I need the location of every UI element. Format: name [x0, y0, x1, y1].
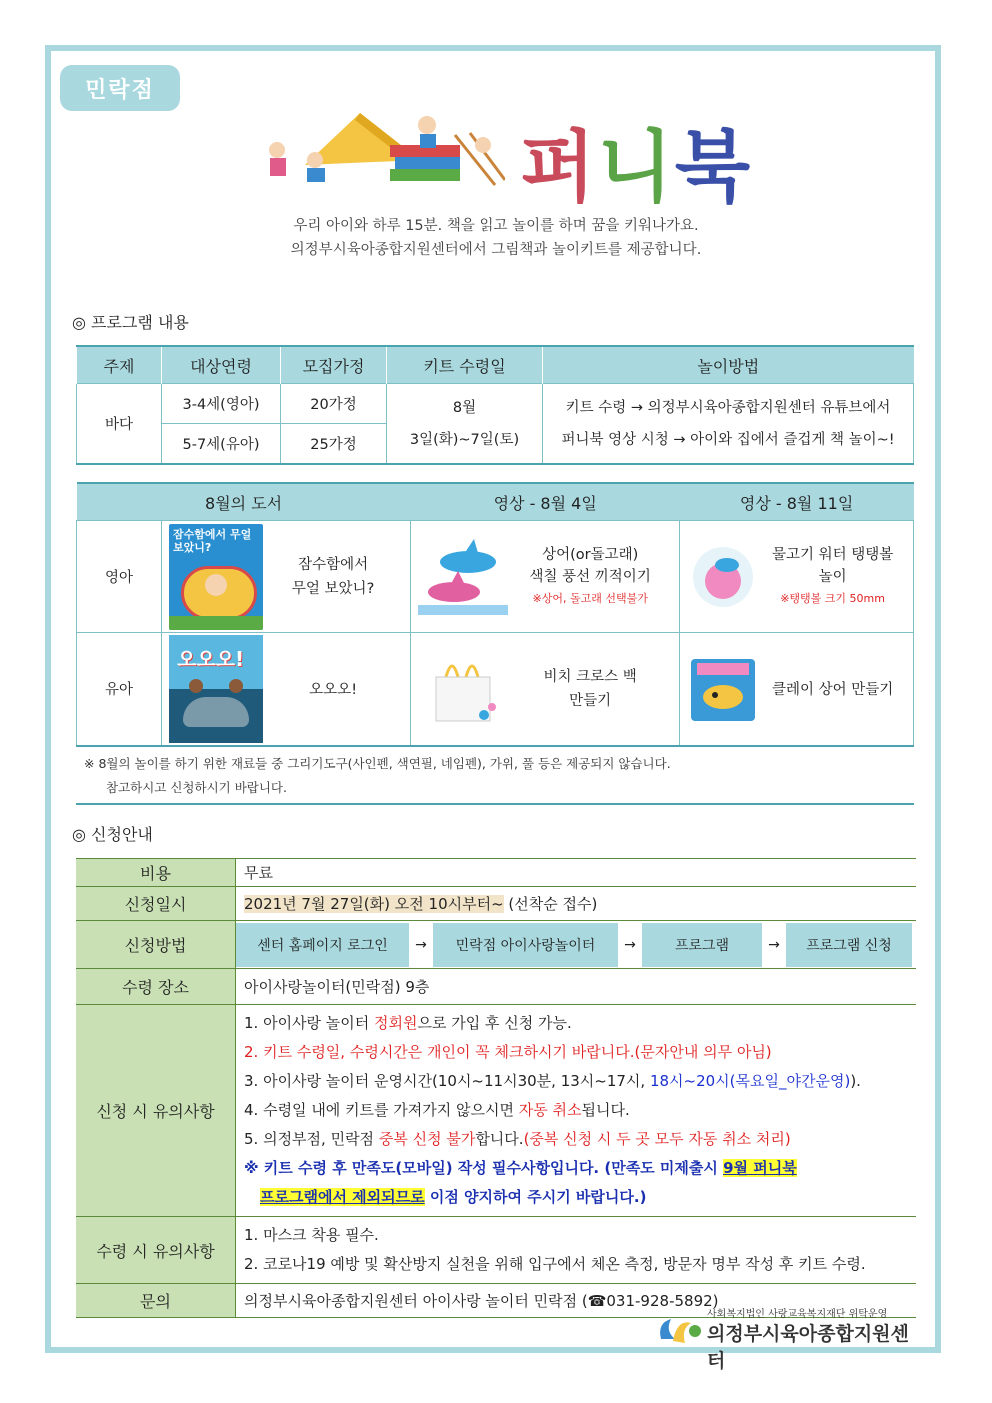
water-bounce-ball-image	[687, 541, 759, 613]
apply-date-note: (선착순 접수)	[503, 895, 598, 913]
intro-line-2: 의정부시육아종합지원센터에서 그림책과 놀이키트를 제공합니다.	[290, 242, 702, 258]
step-homepage-login: 센터 홈페이지 로그인	[236, 923, 409, 967]
contact-label: 문의	[76, 1284, 236, 1318]
kit-date-line-2: 3일(화)~7일(토)	[409, 431, 520, 448]
infant-video-2-text	[759, 544, 906, 610]
kit-date-cell	[387, 384, 543, 465]
step-program-apply: 프로그램 신청	[786, 923, 912, 967]
receive-place-value: 아이사랑놀이터(민락점) 9층	[236, 969, 917, 1005]
receive-item-1: 1. 마스크 착용 필수.	[244, 1226, 379, 1244]
header-topic: 주제	[77, 346, 162, 384]
apply-date-label: 신청일시	[76, 887, 236, 921]
caution-survey-note: ※ 키트 수령 후 만족도(모바일) 작성 필수사항입니다. (만족도 미제출시 9월 퍼니북	[244, 1159, 797, 1177]
toddler-video-1-line-2: 만들기	[569, 692, 612, 709]
program-table	[76, 345, 914, 465]
row-label-infant: 영아	[77, 521, 162, 633]
apply-steps	[236, 923, 916, 967]
caution-item-2: 2. 키트 수령일, 수령시간은 개인이 꼭 체크하시기 바랍니다.(문자안내 의무 아님)	[244, 1043, 772, 1061]
infant-book-title-line-1: 잠수함에서	[298, 556, 369, 573]
step-arrow: →	[624, 936, 636, 953]
infant-video-2-cell	[680, 521, 914, 633]
toddler-video-1-text	[508, 665, 672, 713]
submarine-book-cover-image	[169, 524, 263, 630]
caution-survey-note-cont: 프로그램에서 제외되므로 이점 양지하여 주시기 바랍니다.)	[260, 1188, 647, 1206]
caution-item-1: 1. 아이사랑 놀이터 정회원으로 가입 후 신청 가능.	[244, 1014, 572, 1032]
apply-date-highlight: 2021년 7월 27일(화) 오전 10시부터~	[244, 895, 504, 913]
caution-item-5: 5. 의정부점, 민락점 중복 신청 불가합니다.(중복 신청 시 두 곳 모두 자동 취소 처리)	[244, 1130, 791, 1148]
apply-method-value	[236, 921, 917, 969]
ooo-book-cover-image	[169, 635, 263, 743]
step-arrow: →	[768, 936, 780, 953]
cost-label: 비용	[76, 859, 236, 887]
infant-video-1-line-2: 색칠 풍선 끼적이기	[529, 568, 651, 585]
center-logo-icon	[655, 1309, 703, 1349]
shark-balloon-image	[418, 537, 508, 617]
infant-video-2-line-2: 놀이	[818, 568, 847, 585]
families-cell: 20가정	[281, 384, 387, 424]
center-logo-name: 의정부시육아종합지원센터	[707, 1323, 909, 1372]
infant-book-cell	[162, 521, 411, 633]
infant-video-1-note: ※상어, 돌고래 선택불가	[532, 591, 648, 605]
row-label-toddler: 유아	[77, 633, 162, 746]
infant-video-1-line-1: 상어(or돌고래)	[542, 546, 639, 563]
kit-date-line-1: 8월	[452, 399, 477, 416]
toddler-book-cell	[162, 633, 411, 746]
clay-shark-kit-image	[687, 653, 759, 725]
header-kit-date: 키트 수령일	[387, 346, 543, 384]
apply-date-value	[236, 887, 917, 921]
infant-video-2-note: ※탱탱볼 크기 50mm	[780, 591, 885, 605]
materials-note-line-1: ※ 8월의 놀이를 하기 위한 재료들 중 그리기도구(사인펜, 색연필, 네임펜), 가위, 풀 등은 제공되지 않습니다.	[84, 756, 671, 771]
book-table	[76, 482, 914, 747]
section-program-title: ◎ 프로그램 내용	[72, 313, 189, 332]
receive-place-label: 수령 장소	[76, 969, 236, 1005]
infant-video-1-text	[508, 544, 672, 610]
topic-cell: 바다	[77, 384, 162, 465]
materials-note	[84, 752, 671, 800]
toddler-video-2-cell	[680, 633, 914, 746]
play-method-cell	[543, 384, 914, 465]
header-age: 대상연령	[162, 346, 281, 384]
header-play-method: 놀이방법	[543, 346, 914, 384]
step-arrow: →	[415, 936, 427, 953]
beach-cross-bag-image	[418, 649, 508, 729]
header-video-1: 영상 - 8월 4일	[411, 483, 680, 521]
toddler-book-title: 오오오!	[309, 682, 358, 699]
play-method-line-1: 키트 수령 → 의정부시육아종합지원센터 유튜브에서	[565, 399, 891, 416]
caution-item-4: 4. 수령일 내에 키트를 가져가지 않으시면 자동 취소됩니다.	[244, 1101, 630, 1119]
book-cover-title: 오오오!	[177, 646, 245, 671]
header-families: 모집가정	[281, 346, 387, 384]
book-cover-title: 잠수함에서 무얼 보았니?	[173, 527, 252, 554]
infant-video-1-cell	[411, 521, 680, 633]
section-apply-title: ◎ 신청안내	[72, 825, 153, 844]
center-logo-subtitle: 사회복지법인 사랑교육복지재단 위탁운영	[707, 1309, 888, 1320]
center-logo	[655, 1305, 917, 1372]
receive-caution-value	[236, 1217, 917, 1284]
step-program: 프로그램	[642, 923, 762, 967]
step-playground: 민락점 아이사랑놀이터	[433, 923, 618, 967]
branch-badge: 민락점	[60, 65, 180, 111]
toddler-video-1-line-1: 비치 크로스 백	[543, 668, 637, 685]
age-cell: 5-7세(유아)	[162, 424, 281, 465]
age-cell: 3-4세(영아)	[162, 384, 281, 424]
divider	[76, 803, 914, 805]
apply-method-label: 신청방법	[76, 921, 236, 969]
toddler-video-2-text: 클레이 상어 만들기	[771, 682, 894, 699]
program-title: 퍼니북	[520, 123, 753, 213]
header-video-2: 영상 - 8월 11일	[680, 483, 914, 521]
families-cell: 25가정	[281, 424, 387, 465]
header-book: 8월의 도서	[77, 483, 411, 521]
cost-value: 무료	[236, 859, 917, 887]
contact-value: 의정부시육아종합지원센터 아이사랑 놀이터 민락점 (☎031-928-5892)	[236, 1284, 917, 1318]
apply-caution-value	[236, 1005, 917, 1217]
toddler-video-1-cell	[411, 633, 680, 746]
play-method-line-2: 퍼니북 영상 시청 → 아이와 집에서 즐겁게 책 놀이~!	[561, 431, 895, 448]
intro-line-1: 우리 아이와 하루 15분. 책을 읽고 놀이를 하며 꿈을 키워나가요.	[293, 218, 699, 234]
materials-note-line-2: 참고하시고 신청하시기 바랍니다.	[106, 780, 287, 795]
intro-text	[0, 214, 992, 262]
receive-item-2: 2. 코로나19 예방 및 확산방지 실천을 위해 입구에서 체온 측정, 방문자 명부 작성 후 키트 수령.	[244, 1255, 866, 1273]
apply-caution-label: 신청 시 유의사항	[76, 1005, 236, 1217]
infant-book-title	[263, 553, 403, 601]
receive-caution-label: 수령 시 유의사항	[76, 1217, 236, 1284]
apply-table	[76, 858, 916, 1318]
caution-item-3: 3. 아이사랑 놀이터 운영시간(10시~11시30분, 13시~17시, 18시~20시(목요일_야간운영)).	[244, 1072, 861, 1090]
infant-book-title-line-2: 무얼 보았니?	[291, 580, 375, 597]
infant-video-2-line-1: 물고기 워터 탱탱볼	[771, 546, 894, 563]
reading-children-illustration	[255, 105, 505, 190]
